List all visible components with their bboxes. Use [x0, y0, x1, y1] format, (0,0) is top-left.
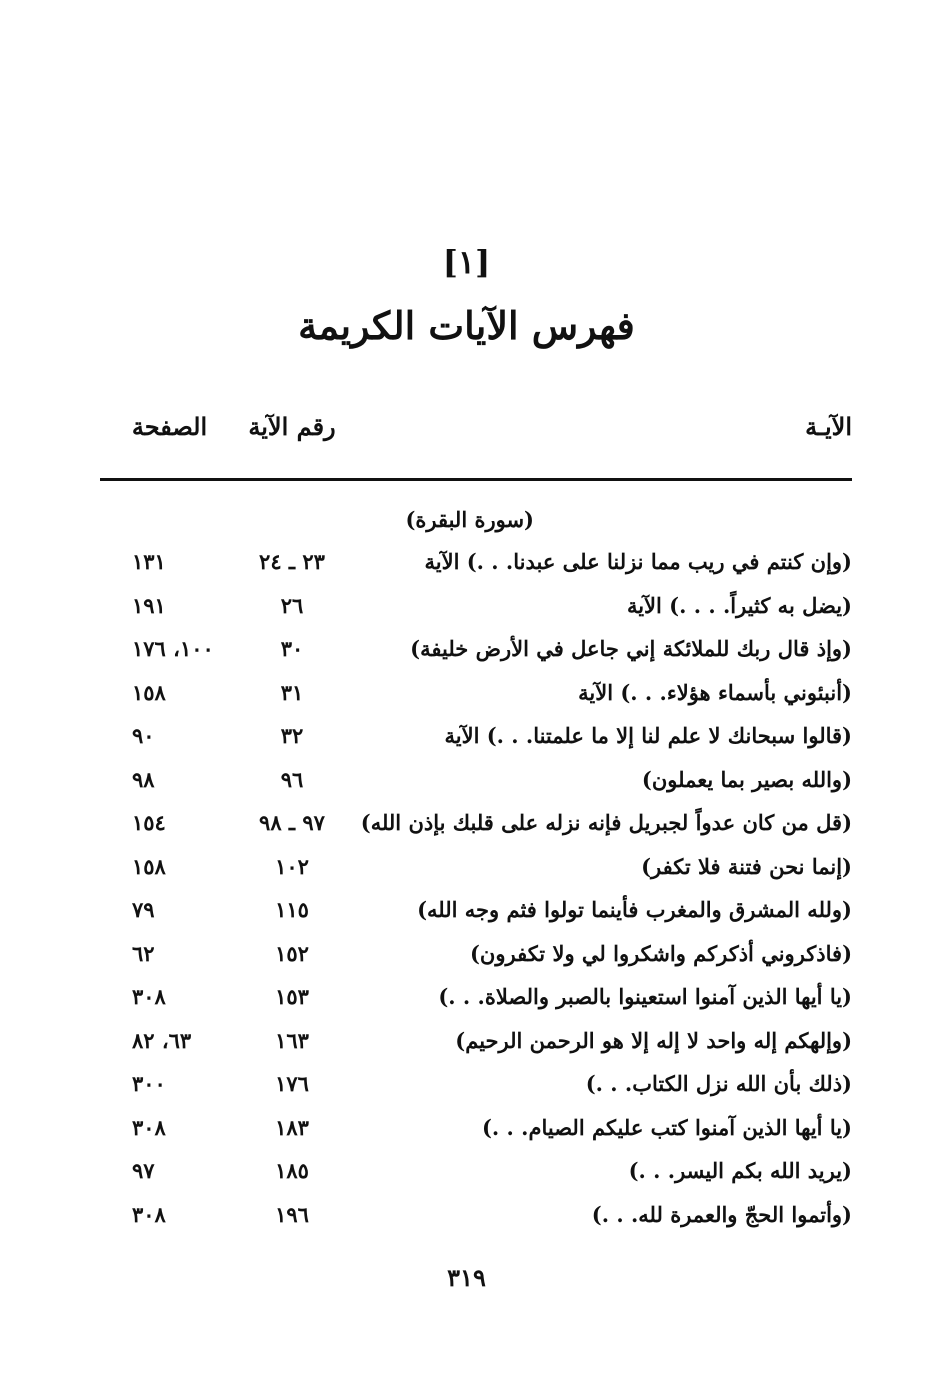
page-reference: ١٠٠، ١٧٦ [132, 636, 214, 661]
verse-number: ٢٣ ـ ٢٤ [259, 549, 325, 574]
page-title: فهرس الآيات الكريمة [298, 303, 635, 348]
page-reference: ١٥٨ [132, 679, 166, 705]
table-row [100, 1019, 852, 1063]
table-row [100, 714, 852, 758]
page-reference: ٩٧ [132, 1158, 155, 1183]
page-reference: ٣٠٨ [132, 1201, 166, 1227]
verse-number: ١٦٣ [275, 1027, 309, 1053]
page-reference: ٩٨ [132, 766, 155, 792]
table-row [100, 1193, 852, 1237]
verse-text: (يضل به كثيراً. . . .) الآية [626, 592, 852, 618]
verse-text: (قل من كان عدواً لجبريل فإنه نزله على قلبك بإذن الله) [360, 810, 852, 835]
verse-text: (فاذكروني أذكركم واشكروا لي ولا تكفرون) [470, 940, 852, 966]
table-row [100, 627, 852, 671]
verse-number: ١٠٢ [275, 853, 309, 879]
page-reference: ١٩١ [132, 592, 166, 618]
verse-text: (يا أيها الذين آمنوا كتب عليكم الصيام. . .) [481, 1114, 852, 1140]
verse-text: (قالوا سبحانك لا علم لنا إلا ما علمتنا. . .) الآية [444, 723, 852, 748]
table-row [100, 584, 852, 628]
table-row [100, 1106, 852, 1150]
verse-text: (والله بصير بما يعملون) [641, 766, 852, 792]
page-number: ٣١٩ [447, 1263, 486, 1292]
verse-text: (وإلهكم إله واحد لا إله إلا هو الرحمن الرحيم) [455, 1027, 852, 1053]
table-row [100, 1062, 852, 1106]
verse-text: (وأتموا الحجّ والعمرة لله. . .) [591, 1201, 852, 1227]
page-reference: ٣٠٠ [132, 1071, 166, 1096]
verse-text: (أنبئوني بأسماء هؤلاء. . .) الآية [578, 679, 852, 705]
verse-text: (وإذ قال ربك للملائكة إني جاعل في الأرض خليفة) [410, 636, 852, 661]
verse-number: ٣٠ [280, 636, 304, 661]
verse-text: (ولله المشرق والمغرب فأينما تولوا فثم وجه الله) [417, 897, 852, 922]
table-row [100, 975, 852, 1019]
page-reference: ٣٠٨ [132, 984, 166, 1009]
surah-heading: (سورة البقرة) [405, 507, 534, 532]
verse-number: ٢٦ [280, 592, 304, 618]
verse-text: (ذلك بأن الله نزل الكتاب. . .) [585, 1071, 852, 1096]
page-reference: ١٥٨ [132, 853, 166, 879]
page-reference: ٣٠٨ [132, 1114, 166, 1140]
table-row [100, 758, 852, 802]
table-row [100, 540, 852, 584]
verse-text: (يريد الله بكم اليسر. . .) [628, 1158, 852, 1183]
verse-number: ١٨٥ [275, 1158, 309, 1183]
verse-number: ١٩٦ [275, 1201, 309, 1227]
table-row [100, 932, 852, 976]
column-header-page: الصفحة [131, 412, 208, 441]
verse-number: ٩٧ ـ ٩٨ [259, 810, 325, 835]
verse-number: ١٧٦ [275, 1071, 309, 1096]
verse-number: ١٥٢ [275, 940, 309, 966]
verse-text: (وإن كنتم في ريب مما نزلنا على عبدنا. . .) الآية [424, 549, 852, 574]
page-reference: ١٥٤ [132, 810, 166, 835]
table-row [100, 801, 852, 845]
page-reference: ٦٣، ٨٢ [132, 1027, 192, 1053]
page-reference: ٧٩ [132, 897, 155, 922]
column-header-verse-number: رقم الآية [248, 412, 336, 441]
verse-number: ١١٥ [275, 897, 309, 922]
table-row [100, 888, 852, 932]
verse-index-table [100, 500, 852, 1236]
verse-text: (يا أيها الذين آمنوا استعينوا بالصبر والصلاة. . .) [438, 984, 852, 1009]
table-row [100, 671, 852, 715]
verse-number: ٩٦ [280, 766, 304, 792]
verse-number: ٣٢ [280, 723, 304, 748]
verse-number: ١٥٣ [275, 984, 309, 1009]
page-reference: ١٣١ [132, 549, 166, 574]
page-reference: ٦٢ [132, 940, 155, 966]
section-number: [١] [442, 243, 491, 281]
header-divider [100, 478, 852, 481]
column-header-row [100, 412, 852, 452]
page-reference: ٩٠ [132, 723, 155, 748]
table-row [100, 1149, 852, 1193]
verse-number: ٣١ [280, 679, 304, 705]
column-header-verse: الآيـة [805, 412, 852, 441]
verse-number: ١٨٣ [275, 1114, 309, 1140]
verse-text: (إنما نحن فتنة فلا تكفر) [641, 853, 852, 879]
table-row [100, 845, 852, 889]
